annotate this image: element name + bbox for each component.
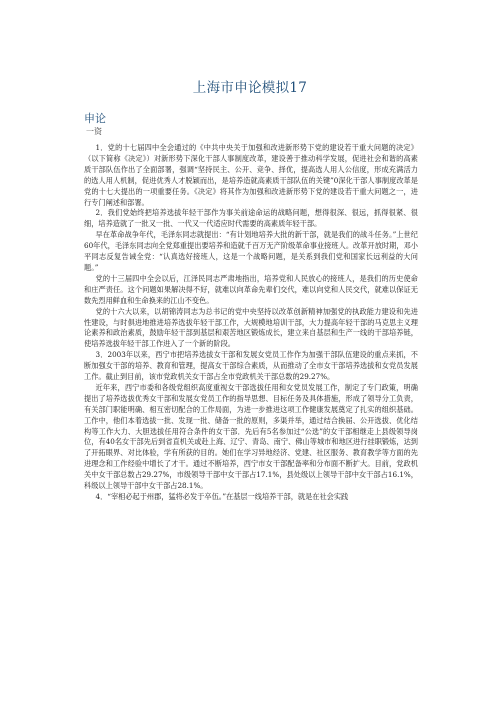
document-title: 上海市申论模拟17 xyxy=(192,80,308,96)
paragraph: 4．“宰相必起于州郡，猛将必发于卒伍。”在基层一线培养干部，就是在社会实践 xyxy=(95,492,349,501)
paragraph: 早在革命战争年代，毛泽东同志就提出：“有计划地培养大批的新干部，就是我们的战斗任务。”上世纪60年代，毛泽东同志向全党郑重提出要培养和造就千百万无产阶级革命事业接班人。改革开放时期，邓小平同志反复告诫全党：“认真选好接班人，这是一个战略问题，是关系到我们党和国家长远利益的大问题。” xyxy=(84,230,418,272)
paragraph: 1．党的十七届四中全会通过的《中共中央关于加强和改进新形势下党的建设若干重大问题的决定》（以下简称《决定》）对新形势下深化干部人事制度改革，建设善于推动科学发展，促进社会和谐的高素质干部队伍作出了全面部署，强调“坚持民主、公开、竞争、择优，提高选人用人公信度，形成充满活力的选人用人机制，促进优秀人才脱颖而出，是培养造就高素质干部队伍的关键”0深化干部人事制度改革是党的十七大提出的一项重要任务。《决定》将其作为加强和改进新形势下党的建设若干重大问题之一，进行专门阐述和部署。 xyxy=(84,143,418,207)
paragraph: 党的十六大以来，以胡锦涛同志为总书记的党中央坚持以改革创新精神加强党的执政能力建设和先进性建设，与时俱进地推进培养选拔年轻干部工作，大规模地培训干部，大力提高年轻干部的马克思主义理论素养和政治素质，鼓励年轻干部到基层和艰苦地区锻炼成长，建立来自基层和生产一线的干部培养链，使培养选拔年轻干部工作进入了一个新的阶段。 xyxy=(84,306,418,349)
paragraph: 3．2003年以来，西宁市把培养选拔女干部和发展女党员工作作为加强干部队伍建设的重点来抓，不断加强女干部的培养、教育和管理，提高女干部综合素质，从而推动了全市女干部培养选拔和女党员发展工作。截止到目前，该市党政机关女干部占全市党政机关干部总数的29.27%。 xyxy=(84,350,418,382)
document-body xyxy=(84,143,418,503)
section-heading: 申论 xyxy=(84,112,106,125)
paragraph: 近年来，西宁市委和各级党组织高度重视女干部选拔任用和女党员发展工作，制定了专门政策，明确提出了培养选拔优秀女干部和发展女党员工作的指导思想、目标任务及具体措施，形成了领导分工负责，有关部门职能明确、相互密切配合的工作局面，为进一步推进这项工作健康发展奠定了扎实的组织基础。工作中，他们本着选拔一批、发现一批、储备一批的原则，多渠并举，通过结合换届、公开选拔、优化结构等工作大力、大胆选拔任用符合条件的女干部．先后有5名参加过“公选”的女干部相继走上县级领导岗位，有40名女干部先后到省直机关或赴上海、辽宁、青岛、南宁、佛山等城市和地区进行挂职锻炼，达到了开拓眼界、对比体验，学有所获的目的。她们在学习异地经济、党建、社区服务、教育教学等方面的先进理念和工作经验中增长了才干。通过不断培养，西宁市女干部配备率和分布面不断扩大。目前，党政机关中女干部总数占29.27%，市级领导干部中女干部占17.1%，县处级以上领导干部中女干部占16.1%，科级以上领导干部中女干部占28.1%。 xyxy=(84,382,418,491)
paragraph: 党的十三届四中全会以后，江泽民同志严肃地指出，培养党和人民放心的接班人，是我们的历史使命和庄严责任。这个问题如果解决得不好，就难以向革命先辈们交代，难以向党和人民交代，就难以保证无数先烈用鲜血和生命换来的江山不变色。 xyxy=(84,273,418,305)
paragraph: 2．我们党始终把培养选拔年轻干部作为事关前途命运的战略问题，想得很深、很远，抓得很紧、很细，培养造就了一批又一批、一代又一代适应时代需要的高素质年轻干部。 xyxy=(84,208,418,229)
subsection-heading: 一资 xyxy=(86,127,102,136)
